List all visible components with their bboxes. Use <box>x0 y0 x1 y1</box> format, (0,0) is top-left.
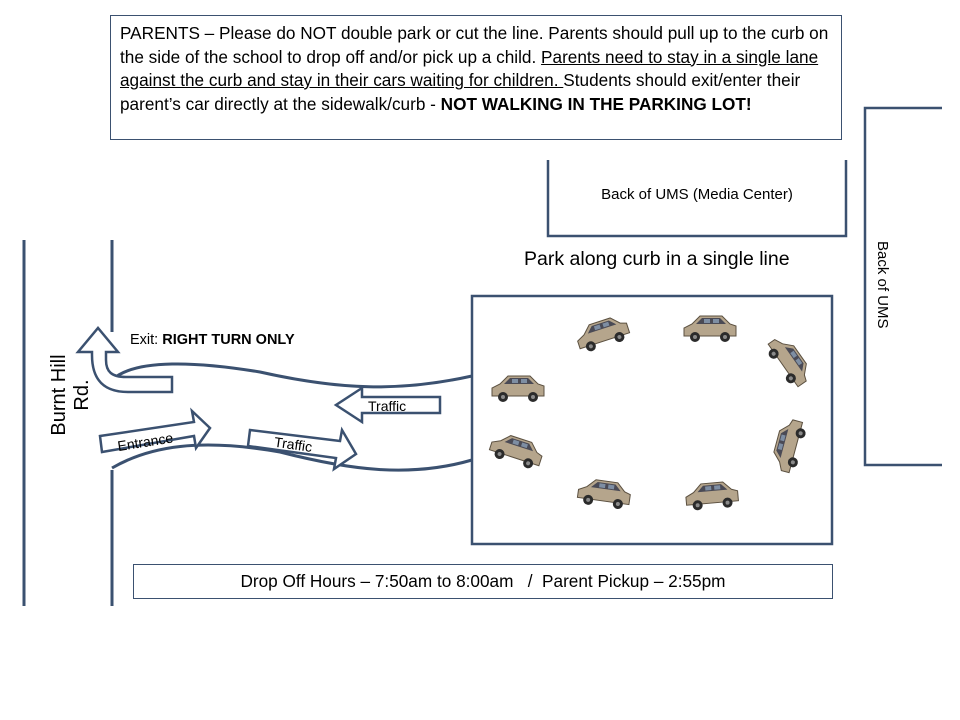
park-along-curb-label: Park along curb in a single line <box>524 248 790 270</box>
car-icon <box>492 376 544 402</box>
hours-box: Drop Off Hours – 7:50am to 8:00am / Parent Pickup – 2:55pm <box>133 564 833 599</box>
entrance-arrow-label: Entrance <box>116 429 175 455</box>
car-icon <box>685 481 739 511</box>
car-icon <box>488 431 545 472</box>
exit-label <box>130 332 295 348</box>
notice-text-intro: PARENTS – Please do NOT double park or cut the line. Parents should pull up to the curb on the side of the school to drop off and/or pick up a child. <box>120 23 829 67</box>
notice-text-warning: NOT WALKING IN THE PARKING LOT! <box>440 93 752 114</box>
road-name-label: Burnt Hill Rd. <box>48 354 93 436</box>
back-of-ums-text: Back of UMS <box>874 241 891 329</box>
traffic-in-arrow-label: Traffic <box>273 433 314 455</box>
notice-text-underlined: Parents need to stay in a single lane against the curb and stay in their cars waiting for children. <box>120 46 819 90</box>
car-icon <box>684 316 736 342</box>
traffic-out-arrow-label: Traffic <box>368 398 407 414</box>
car-icon <box>763 333 814 391</box>
exit-prefix: Exit: <box>130 332 163 348</box>
back-of-ums-label <box>862 241 902 341</box>
parent-notice <box>110 15 842 140</box>
parking-lot <box>472 296 832 544</box>
car-icon <box>577 478 632 511</box>
notice-text-rule: Students should exit/enter their parent’s car directly at the sidewalk/curb - <box>120 70 801 114</box>
media-center-label: Back of UMS (Media Center) <box>601 186 793 203</box>
car-icon <box>574 314 631 355</box>
exit-rule: RIGHT TURN ONLY <box>162 332 295 348</box>
car-icon <box>770 417 809 474</box>
